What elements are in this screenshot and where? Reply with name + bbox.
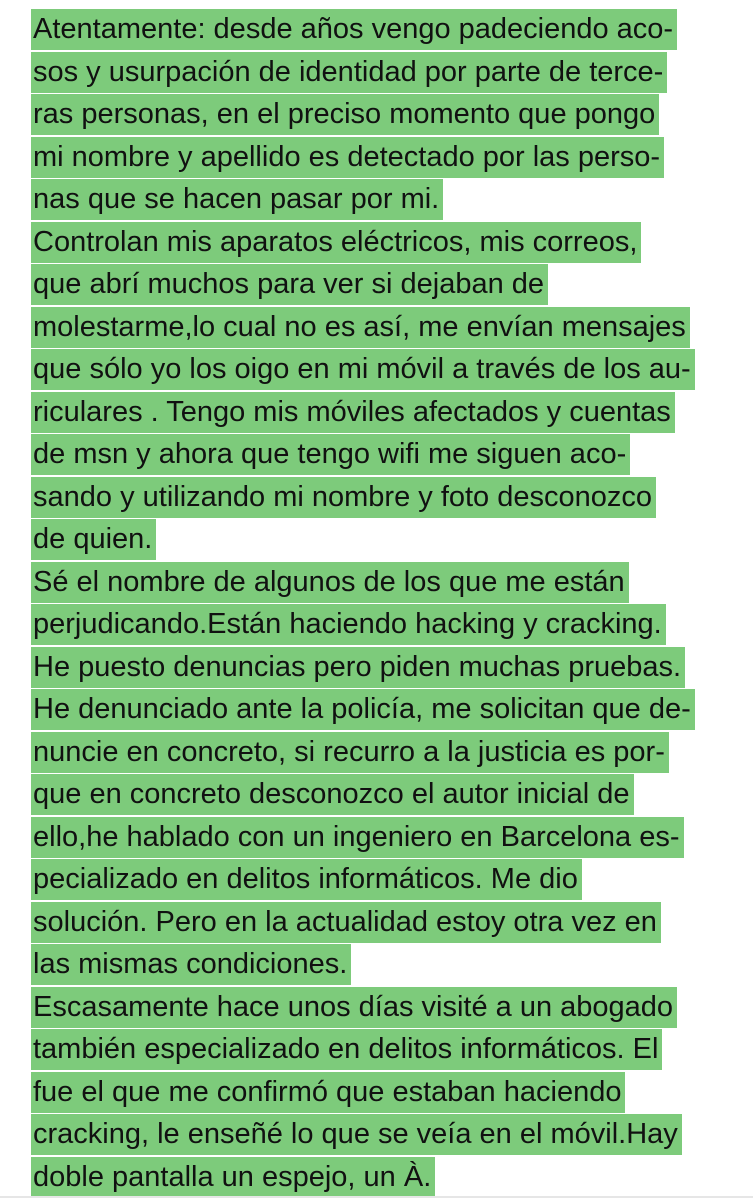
highlighted-line: de quien.: [31, 519, 156, 560]
highlighted-line: nas que se hacen pasar por mi.: [31, 179, 443, 220]
highlighted-line: sando y utilizando mi nombre y foto desconozco: [31, 477, 656, 518]
text-line: [31, 603, 695, 646]
text-line: [31, 816, 695, 859]
highlighted-line: fue el que me confirmó que estaban haciendo: [31, 1072, 625, 1113]
highlighted-line: de msn y ahora que tengo wifi me siguen aco-: [31, 434, 630, 475]
highlighted-line: mi nombre y apellido es detectado por las perso-: [31, 137, 664, 178]
text-line: [31, 858, 695, 901]
highlighted-line: nuncie en concreto, si recurro a la justicia es por-: [31, 732, 669, 773]
highlighted-line: molestarme,lo cual no es así, me envían mensajes: [31, 307, 690, 348]
text-line: [31, 348, 695, 391]
text-line: [31, 773, 695, 816]
text-line: [31, 8, 695, 51]
text-line: [31, 476, 695, 519]
highlighted-line: pecializado en delitos informáticos. Me dio: [31, 859, 582, 900]
text-line: [31, 1071, 695, 1114]
highlighted-line: ello,he hablado con un ingeniero en Barcelona es-: [31, 817, 684, 858]
highlighted-line: ras personas, en el preciso momento que pongo: [31, 94, 659, 135]
highlighted-line: He denunciado ante la policía, me solicitan que de-: [31, 689, 695, 730]
text-line: [31, 136, 695, 179]
text-line: [31, 221, 695, 264]
highlighted-line: que abrí muchos para ver si dejaban de: [31, 264, 548, 305]
text-line: [31, 731, 695, 774]
highlighted-line: las mismas condiciones.: [31, 944, 351, 985]
highlighted-line: cracking, le enseñé lo que se veía en el móvil.Hay: [31, 1114, 682, 1155]
text-line: [31, 518, 695, 561]
highlighted-line: que sólo yo los oigo en mi móvil a través de los au-: [31, 349, 695, 390]
text-line: [31, 688, 695, 731]
text-line: [31, 901, 695, 944]
highlighted-line: que en concreto desconozco el autor inicial de: [31, 774, 634, 815]
text-line: [31, 178, 695, 221]
highlighted-line: perjudicando.Están haciendo hacking y cracking.: [31, 604, 666, 645]
highlighted-line: sos y usurpación de identidad por parte de terce-: [31, 52, 667, 93]
text-line: [31, 263, 695, 306]
text-line: [31, 1113, 695, 1156]
highlighted-text-block: [31, 8, 695, 1198]
text-line: [31, 51, 695, 94]
highlighted-line: Sé el nombre de algunos de los que me están: [31, 562, 629, 603]
text-line: [31, 433, 695, 476]
highlighted-line: Controlan mis aparatos eléctricos, mis correos,: [31, 222, 641, 263]
text-line: [31, 391, 695, 434]
highlighted-line: riculares . Tengo mis móviles afectados y cuentas: [31, 392, 675, 433]
text-line: [31, 561, 695, 604]
text-line: [31, 1156, 695, 1199]
highlighted-line: doble pantalla un espejo, un À.: [31, 1157, 435, 1198]
text-line: [31, 646, 695, 689]
highlighted-line: He puesto denuncias pero piden muchas pruebas.: [31, 647, 685, 688]
text-line: [31, 93, 695, 136]
text-line: [31, 943, 695, 986]
text-line: [31, 306, 695, 349]
highlighted-line: solución. Pero en la actualidad estoy otra vez en: [31, 902, 661, 943]
bottom-divider: [0, 1196, 753, 1198]
highlighted-line: Atentamente: desde años vengo padeciendo aco-: [31, 9, 677, 50]
text-line: [31, 986, 695, 1029]
highlighted-line: también especializado en delitos informáticos. El: [31, 1029, 662, 1070]
text-line: [31, 1028, 695, 1071]
highlighted-line: Escasamente hace unos días visité a un abogado: [31, 987, 677, 1028]
